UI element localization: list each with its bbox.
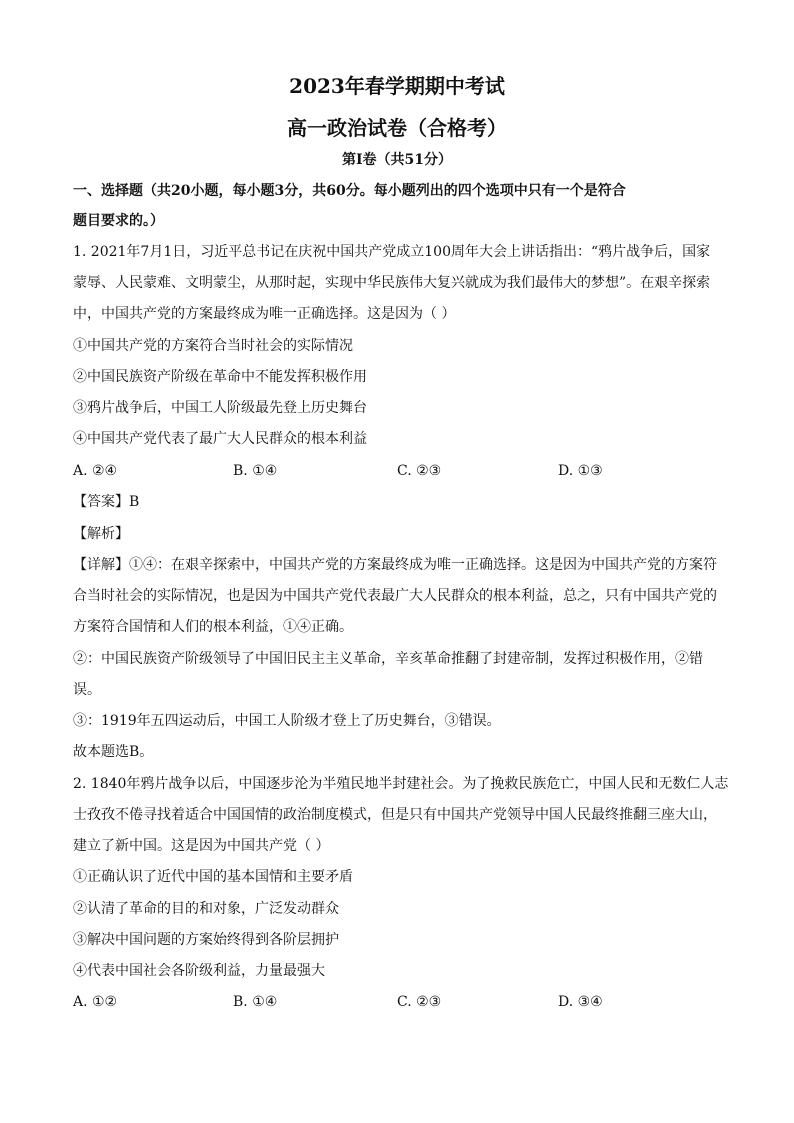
q1-detail-line: ②：中国民族资产阶级领导了中国旧民主主义革命，辛亥革命推翻了封建帝制，发挥过积极作用，②错 — [73, 651, 703, 667]
q2-item: ③解决中国问题的方案始终得到各阶层拥护 — [73, 932, 339, 948]
q2-item: ④代表中国社会各阶级利益，力量最强大 — [73, 963, 325, 979]
q1-detail-line: ③：1919年五四运动后，中国工人阶级才登上了历史舞台，③错误。 — [73, 713, 501, 729]
section-instructions-line2: 题目要求的。） — [73, 213, 164, 229]
q1-option-a: A. ②④ — [73, 463, 118, 479]
q1-item: ③鸦片战争后，中国工人阶级最先登上历史舞台 — [73, 400, 367, 416]
q1-answer: 【答案】B — [73, 494, 140, 510]
q1-detail-line: 合当时社会的实际情况，也是因为中国共产党代表最广大人民群众的根本利益，总之，只有中国共产党的 — [73, 588, 717, 604]
q1-detail-line: 方案符合国情和人们的根本利益，①④正确。 — [73, 619, 353, 635]
q1-stem-line: 蒙辱、人民蒙难、文明蒙尘，从那时起，实现中华民族伟大复兴就成为我们最伟大的梦想”。在艰辛探索 — [73, 275, 711, 291]
q1-stem-line: 中，中国共产党的方案最终成为唯一正确选择。这是因为（ ） — [73, 306, 456, 322]
q1-option-c: C. ②③ — [397, 463, 442, 479]
volume-heading: 第Ⅰ卷（共51分） — [341, 152, 453, 168]
q1-item: ①中国共产党的方案符合当时社会的实际情况 — [73, 338, 353, 354]
q1-option-b: B. ①④ — [233, 463, 278, 479]
q2-stem-line: 建立了新中国。这是因为中国共产党（ ） — [73, 838, 330, 854]
q1-detail-line: 【详解】①④：在艰辛探索中，中国共产党的方案最终成为唯一正确选择。这是因为中国共产党的方案符 — [73, 557, 717, 573]
q2-item: ②认清了革命的目的和对象，广泛发动群众 — [73, 901, 339, 917]
q2-option-d: D. ③④ — [558, 994, 603, 1010]
q1-detail-line: 故本题选B。 — [73, 744, 154, 760]
section-instructions-line1: 一、选择题（共20小题，每小题3分，共60分。每小题列出的四个选项中只有一个是符合 — [73, 183, 626, 199]
q2-stem-line: 2. 1840年鸦片战争以后，中国逐步沦为半殖民地半封建社会。为了挽救民族危亡，中国人民和无数仁人志 — [73, 776, 729, 792]
exam-title: 2023年春学期期中考试 — [289, 74, 505, 98]
q1-analysis-heading: 【解析】 — [73, 526, 129, 542]
q2-option-c: C. ②③ — [397, 994, 442, 1010]
q1-detail-line: 误。 — [73, 682, 101, 698]
q2-option-b: B. ①④ — [233, 994, 278, 1010]
q1-option-d: D. ①③ — [558, 463, 603, 479]
exam-subtitle: 高一政治试卷（合格考） — [287, 116, 507, 140]
q2-stem-line: 士孜孜不倦寻找着适合中国国情的政治制度模式，但是只有中国共产党领导中国人民最终推翻三座大山， — [73, 807, 717, 823]
q1-item: ②中国民族资产阶级在革命中不能发挥积极作用 — [73, 369, 367, 385]
q1-item: ④中国共产党代表了最广大人民群众的根本利益 — [73, 431, 367, 447]
q2-option-a: A. ①② — [73, 994, 118, 1010]
q2-item: ①正确认识了近代中国的基本国情和主要矛盾 — [73, 869, 353, 885]
q1-stem-line: 1. 2021年7月1日，习近平总书记在庆祝中国共产党成立100周年大会上讲话指出：“鸦片战争后，国家 — [73, 244, 711, 260]
